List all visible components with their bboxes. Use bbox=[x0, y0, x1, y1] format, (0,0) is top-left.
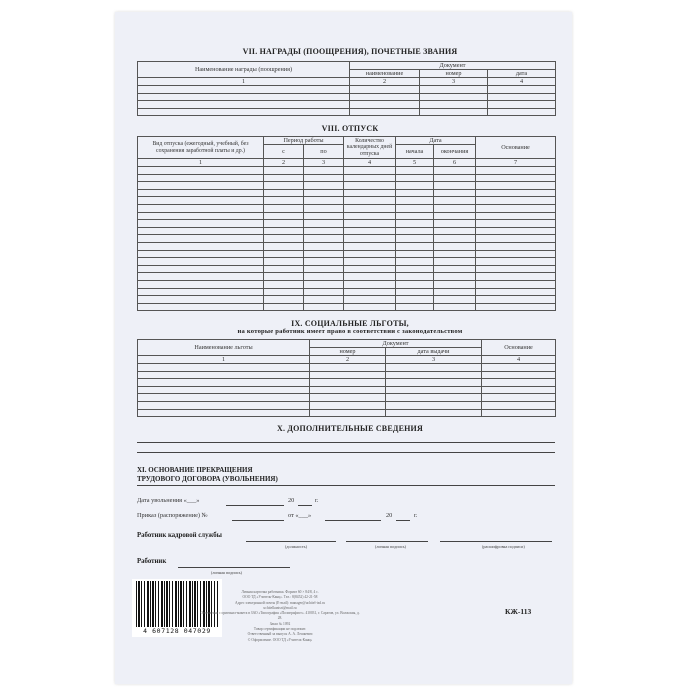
table-row[interactable] bbox=[138, 265, 556, 273]
order-month-field[interactable] bbox=[325, 520, 381, 521]
table-row[interactable] bbox=[138, 86, 556, 94]
col-issue-date: дата выдачи bbox=[386, 348, 482, 356]
col-days: Количество календарных дней отпуска bbox=[344, 137, 396, 159]
table-row[interactable] bbox=[138, 235, 556, 243]
table-row[interactable] bbox=[138, 189, 556, 197]
signature-caption: (личная подпись) bbox=[375, 544, 406, 549]
col-document: Документ bbox=[350, 62, 556, 70]
hr-position-field[interactable] bbox=[246, 541, 336, 542]
table-row[interactable] bbox=[138, 273, 556, 281]
imprint-line: Личная карточка работника. Формат 60 × 84/8, 4 с. bbox=[241, 590, 319, 594]
table-row[interactable] bbox=[138, 386, 556, 394]
section-7-title: VII. НАГРАДЫ (ПООЩРЕНИЯ), ПОЧЕТНЫЕ ЗВАНИЯ bbox=[242, 47, 458, 56]
col-date: Дата bbox=[396, 137, 476, 145]
table-row[interactable] bbox=[138, 258, 556, 266]
col-num: 1 bbox=[138, 356, 310, 364]
col-num: 3 bbox=[304, 159, 344, 167]
imprint-line: Товар сертификации не подлежит. bbox=[253, 627, 307, 632]
order-year-field[interactable] bbox=[396, 520, 410, 521]
col-from: с bbox=[264, 145, 304, 159]
imprint-line: Ответственный за выпуск А. А. Лешкевич bbox=[247, 632, 313, 637]
imprint-line: © Оформление. ООО ТД «Учитель-Канц» bbox=[247, 637, 313, 642]
col-to: по bbox=[304, 145, 344, 159]
section-11-subtitle: ТРУДОВОГО ДОГОВОРА (УВОЛЬНЕНИЯ) bbox=[137, 475, 278, 483]
table-row[interactable] bbox=[138, 409, 556, 417]
table-row[interactable] bbox=[138, 394, 556, 402]
order-from-label: от «___» bbox=[288, 512, 312, 519]
table-row[interactable] bbox=[138, 371, 556, 379]
order-number-field[interactable] bbox=[232, 520, 284, 521]
form-code: КЖ-113 bbox=[505, 607, 532, 616]
col-award-name: Наименование награды (поощрения) bbox=[138, 62, 350, 78]
termination-line[interactable] bbox=[137, 485, 555, 486]
col-num: 6 bbox=[434, 159, 476, 167]
table-row[interactable] bbox=[138, 288, 556, 296]
decode-caption: (расшифровка подписи) bbox=[482, 544, 525, 549]
dismissal-year-field[interactable] bbox=[298, 505, 312, 506]
year-suffix: г. bbox=[315, 497, 319, 504]
col-end: окончания bbox=[434, 145, 476, 159]
imprint-block bbox=[200, 590, 360, 643]
table-row[interactable] bbox=[138, 197, 556, 205]
table-row[interactable] bbox=[138, 93, 556, 101]
dismissal-month-field[interactable] bbox=[226, 505, 284, 506]
table-row[interactable] bbox=[138, 174, 556, 182]
col-num: 1 bbox=[138, 159, 264, 167]
dismissal-date-label: Дата увольнения «___» bbox=[137, 497, 200, 504]
extra-info-line[interactable] bbox=[137, 452, 555, 453]
col-num: 4 bbox=[482, 356, 556, 364]
order-year-suffix: г. bbox=[414, 512, 418, 519]
table-row[interactable] bbox=[138, 182, 556, 190]
extra-info-line[interactable] bbox=[137, 442, 555, 443]
position-caption: (должность) bbox=[285, 544, 307, 549]
imprint-line: ООО ТД «Учитель-Канц». Тел.: 8(8452) 42-21-58 bbox=[242, 595, 318, 600]
imprint-line: Заказ № 1092 bbox=[269, 621, 291, 626]
benefits-table bbox=[137, 339, 556, 417]
col-num: 4 bbox=[344, 159, 396, 167]
table-row[interactable] bbox=[138, 204, 556, 212]
section-9-title: IX. СОЦИАЛЬНЫЕ ЛЬГОТЫ, bbox=[291, 319, 409, 328]
col-num: 5 bbox=[396, 159, 434, 167]
col-start: начала bbox=[396, 145, 434, 159]
section-9-subtitle: на которые работник имеет право в соответствии с законодательством bbox=[237, 328, 463, 335]
hr-worker-label: Работник кадровой службы bbox=[137, 532, 222, 539]
table-row[interactable] bbox=[138, 220, 556, 228]
col-num: 7 bbox=[476, 159, 556, 167]
col-basis: Основание bbox=[482, 340, 556, 356]
col-num: 3 bbox=[420, 78, 488, 86]
section-11-title: XI. ОСНОВАНИЕ ПРЕКРАЩЕНИЯ bbox=[137, 466, 253, 474]
col-date: дата bbox=[488, 70, 556, 78]
table-row[interactable] bbox=[138, 227, 556, 235]
col-period: Период работы bbox=[264, 137, 344, 145]
section-10-title: X. ДОПОЛНИТЕЛЬНЫЕ СВЕДЕНИЯ bbox=[277, 424, 423, 433]
worker-label: Работник bbox=[137, 558, 167, 565]
table-row[interactable] bbox=[138, 280, 556, 288]
col-benefit-name: Наименование льготы bbox=[138, 340, 310, 356]
year-prefix: 20 bbox=[288, 497, 295, 504]
hr-decode-field[interactable] bbox=[440, 541, 552, 542]
col-vacation-type: Вид отпуска (ежегодный, учебный, без сохранения заработной платы и др.) bbox=[138, 137, 264, 159]
worker-signature-field[interactable] bbox=[178, 567, 290, 568]
table-row[interactable] bbox=[138, 108, 556, 116]
worker-signature-caption: (личная подпись) bbox=[211, 570, 242, 575]
barcode-number: 4 607128 047029 bbox=[143, 627, 211, 635]
imprint-line: uchitelkantsrt@mail.ru bbox=[263, 605, 297, 610]
table-row[interactable] bbox=[138, 296, 556, 304]
col-number: номер bbox=[420, 70, 488, 78]
table-row[interactable] bbox=[138, 364, 556, 372]
awards-table bbox=[137, 61, 556, 116]
order-label: Приказ (распоряжение) № bbox=[137, 512, 208, 519]
imprint-line: Отпечатано с оригинал-макета в ЗАО «Типография «Полиграфист». 410031, г. Саратов, ул. Волжская, д. 28. bbox=[200, 611, 360, 621]
col-document: Документ bbox=[310, 340, 482, 348]
section-8-title: VIII. ОТПУСК bbox=[321, 124, 379, 133]
col-basis: Основание bbox=[476, 137, 556, 159]
col-num: 2 bbox=[350, 78, 420, 86]
table-row[interactable] bbox=[138, 167, 556, 175]
hr-signature-field[interactable] bbox=[346, 541, 428, 542]
col-num: 2 bbox=[264, 159, 304, 167]
table-row[interactable] bbox=[138, 212, 556, 220]
vacation-table bbox=[137, 136, 556, 311]
col-doc-name: наименование bbox=[350, 70, 420, 78]
order-year-prefix: 20 bbox=[386, 512, 393, 519]
table-row[interactable] bbox=[138, 379, 556, 387]
imprint-line: Адрес электронной почты (E-mail): manager@uchitel-izd.ru bbox=[235, 600, 325, 605]
table-row[interactable] bbox=[138, 101, 556, 109]
table-row[interactable] bbox=[138, 303, 556, 311]
table-row[interactable] bbox=[138, 250, 556, 258]
table-row[interactable] bbox=[138, 242, 556, 250]
table-row[interactable] bbox=[138, 401, 556, 409]
col-num: 4 bbox=[488, 78, 556, 86]
col-num: 3 bbox=[386, 356, 482, 364]
col-num: 1 bbox=[138, 78, 350, 86]
col-number: номер bbox=[310, 348, 386, 356]
col-num: 2 bbox=[310, 356, 386, 364]
